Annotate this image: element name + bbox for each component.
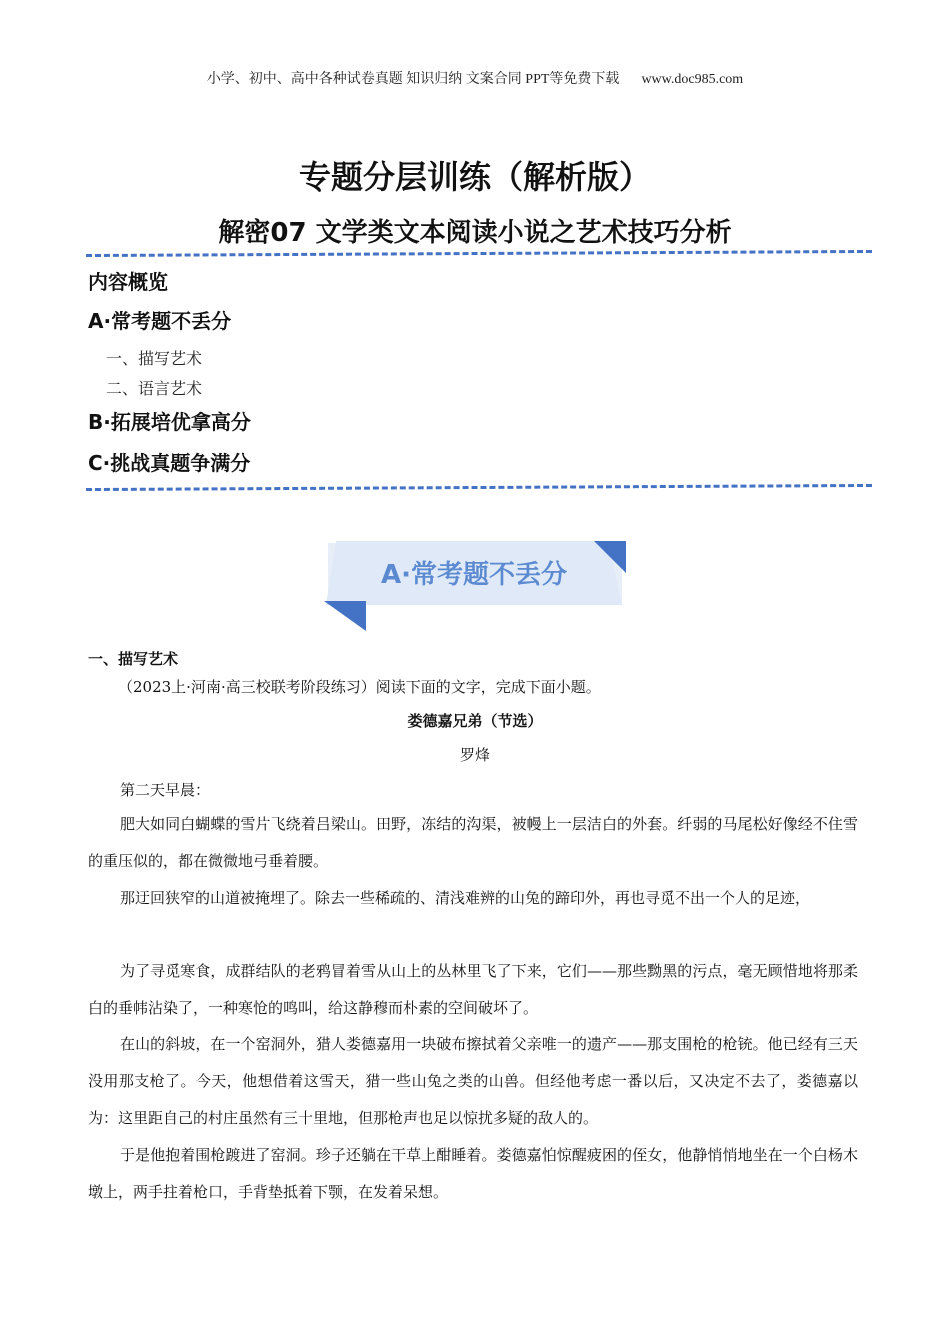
paragraph-3: 那迂回狭窄的山道被掩埋了。除去一些稀疏的、清浅难辨的山兔的蹄印外，再也寻觅不出一个人的足迹， xyxy=(120,889,811,907)
banner-corner-bottom-left xyxy=(324,601,366,631)
page-title: 专题分层训练（解析版） xyxy=(298,158,651,196)
toc-section-c[interactable]: C·挑战真题争满分 xyxy=(88,451,251,475)
story-author: 罗烽 xyxy=(459,746,490,764)
section-banner xyxy=(322,537,628,633)
paragraph-2: 肥大如同白蝴蝶的雪片飞绕着吕梁山。田野，冻结的沟渠，被幔上一层洁白的外套。纤弱的马尾松好像经不住雪的重压似的，都在微微地弓垂着腰。 xyxy=(88,815,858,870)
paragraph-6: 于是他抱着围枪踱进了窑洞。珍子还躺在干草上酣睡着。娄德嘉怕惊醒疲困的侄女，他静悄悄地坐在一个白杨木墩上，两手拄着枪口，手背垫抵着下颚，在发着呆想。 xyxy=(88,1146,858,1201)
paragraph-4: 为了寻觅寒食，成群结队的老鸦冒着雪从山上的丛林里飞了下来，它们——那些黝黑的污点，毫无顾惜地将那柔白的垂帏沾染了，一种寒怆的鸣叫，给这静穆而朴素的空间破坏了。 xyxy=(88,962,858,1017)
header-text: 小学、初中、高中各种试卷真题 知识归纳 文案合同 PPT等免费下载 xyxy=(206,72,620,87)
story-title: 娄德嘉兄弟（节选） xyxy=(407,712,543,730)
page-subtitle: 解密07 文学类文本阅读小说之艺术技巧分析 xyxy=(218,218,732,248)
divider-bottom xyxy=(86,484,872,491)
page-header xyxy=(0,68,950,88)
toc-section-b[interactable]: B·拓展培优拿高分 xyxy=(88,410,251,434)
banner-text: A·常考题不丢分 xyxy=(381,560,567,590)
section-heading: 一、描写艺术 xyxy=(88,650,179,668)
banner-graphic xyxy=(322,537,628,633)
toc-subitem-description[interactable]: 一、描写艺术 xyxy=(106,349,203,368)
paragraph-1: 第二天早晨： xyxy=(120,781,211,799)
divider-top xyxy=(86,250,872,257)
toc-subitem-language[interactable]: 二、语言艺术 xyxy=(106,379,203,398)
paragraph-5: 在山的斜坡，在一个窑洞外，猎人娄德嘉用一块破布擦拭着父亲唯一的遗产——那支围枪的枪铳。他已经有三天没用那支枪了。今天，他想借着这雪天，猎一些山兔之类的山兽。但经他考虑一番以后，又决定不去了，娄德嘉以为：这里距自己的村庄虽然有三十里地，但那枪声也足以惊扰多疑的敌人的。 xyxy=(88,1035,858,1127)
question-source: （2023上·河南·高三校联考阶段练习）阅读下面的文字，完成下面小题。 xyxy=(118,678,601,696)
toc-section-a[interactable]: A·常考题不丢分 xyxy=(88,309,232,333)
toc-heading: 内容概览 xyxy=(88,270,168,294)
header-site-link[interactable]: www.doc985.com xyxy=(641,72,744,87)
